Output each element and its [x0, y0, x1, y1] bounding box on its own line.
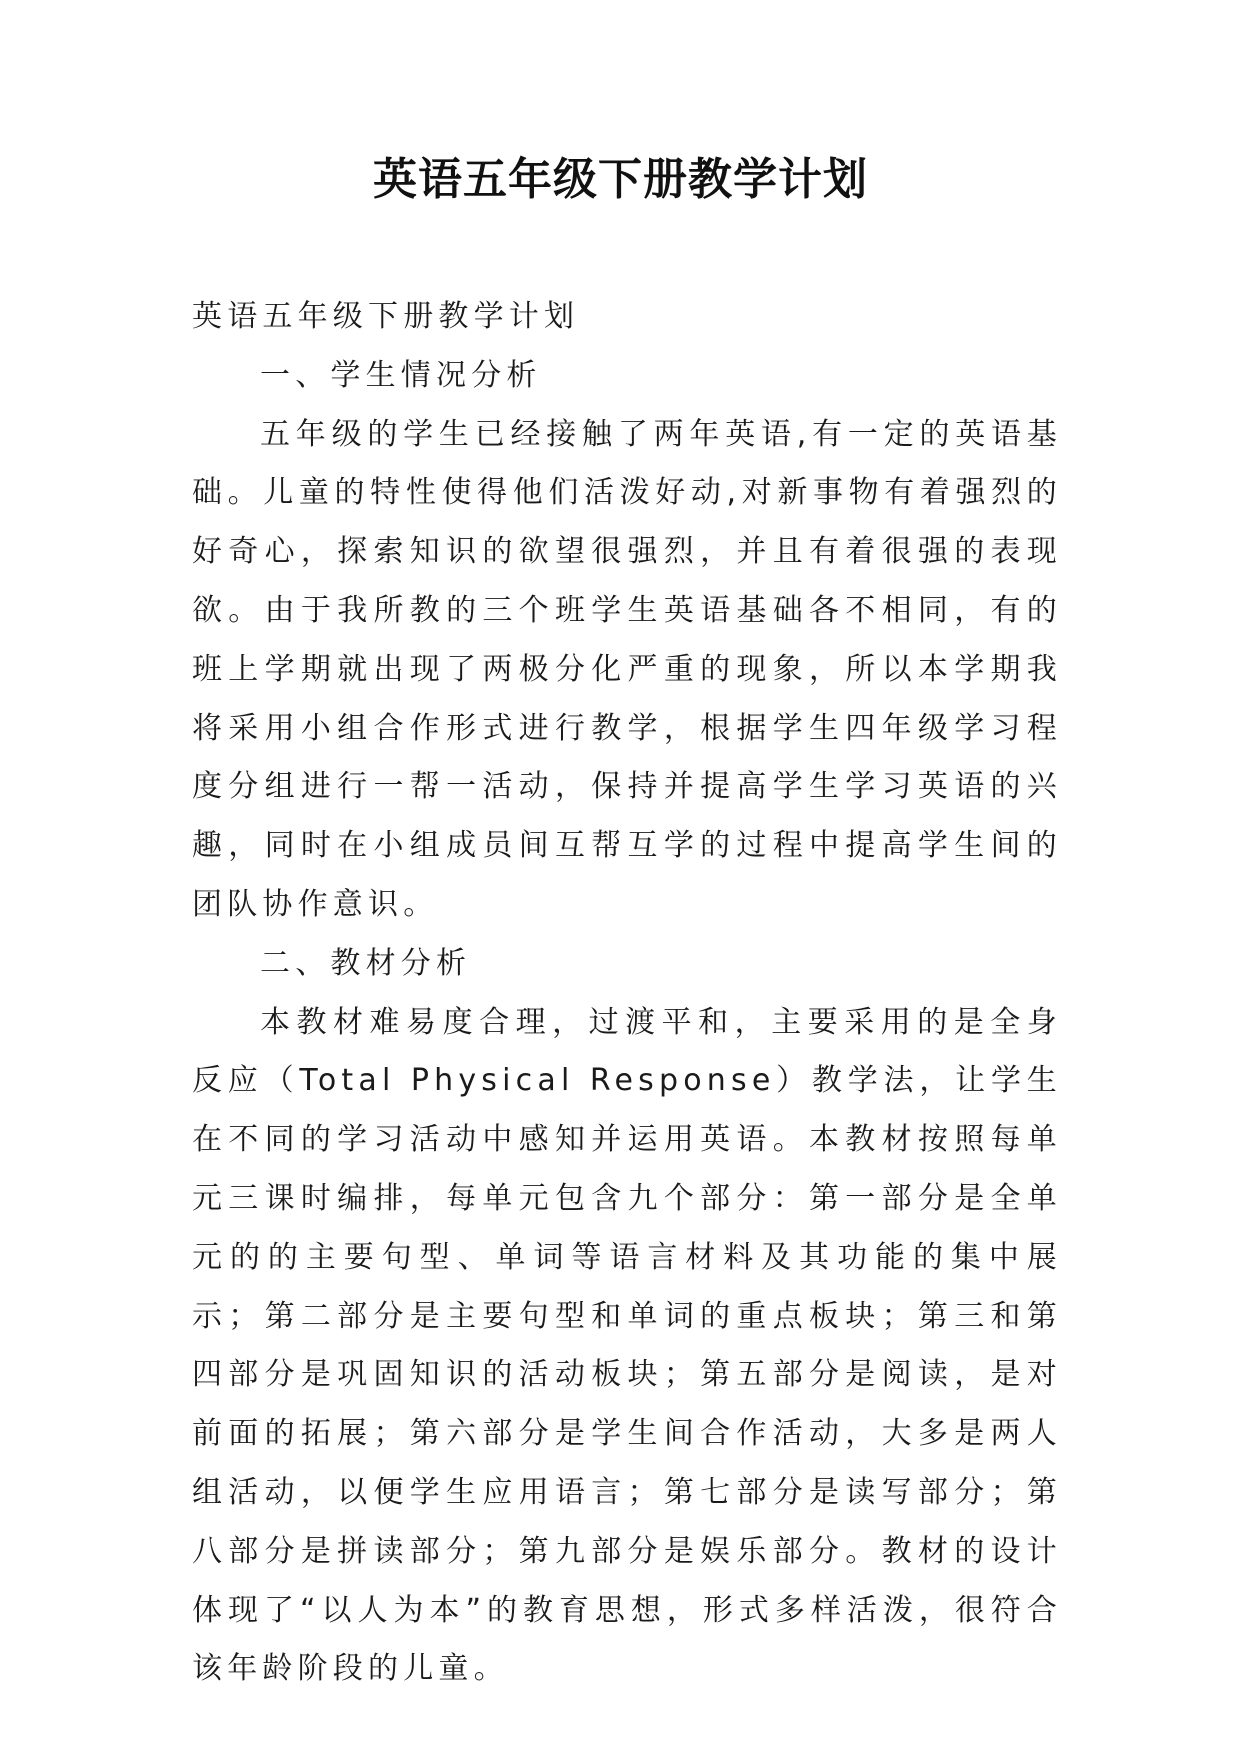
section-heading-textbook-analysis: 二、教材分析 [260, 945, 472, 981]
document-body [192, 288, 1062, 1699]
section-heading-student-analysis: 一、学生情况分析 [260, 357, 542, 393]
paragraph-textbook-analysis: 本教材难易度合理，过渡平和，主要采用的是全身反应（Total Physical Response）教学法，让学生在不同的学习活动中感知并运用英语。本教材按照每单元三课时编排，每单元包含九个部分：第一部分是全单元的的主要句型、单词等语言材料及其功能的集中展示；第二部分是主要句型和单词的重点板块；第三和第四部分是巩固知识的活动板块；第五部分是阅读，是对前面的拓展；第六部分是学生间合作活动，大多是两人组活动，以便学生应用语言；第七部分是读写部分；第八部分是拼读部分；第九部分是娱乐部分。教材的设计体现了“以人为本”的教育思想，形式多样活泼，很符合该年龄阶段的儿童。 [192, 1004, 1062, 1687]
document-subtitle: 英语五年级下册教学计划 [192, 299, 580, 334]
document-title: 英语五年级下册教学计划 [373, 154, 868, 205]
paragraph-student-analysis: 五年级的学生已经接触了两年英语,有一定的英语基础。儿童的特性使得他们活泼好动,对新事物有着强烈的好奇心，探索知识的欲望很强烈，并且有着很强的表现欲。由于我所教的三个班学生英语基础各不相同，有的班上学期就出现了两极分化严重的现象，所以本学期我将采用小组合作形式进行教学，根据学生四年级学习程度分组进行一帮一活动，保持并提高学生学习英语的兴趣，同时在小组成员间互帮互学的过程中提高学生间的团队协作意识。 [192, 416, 1062, 922]
